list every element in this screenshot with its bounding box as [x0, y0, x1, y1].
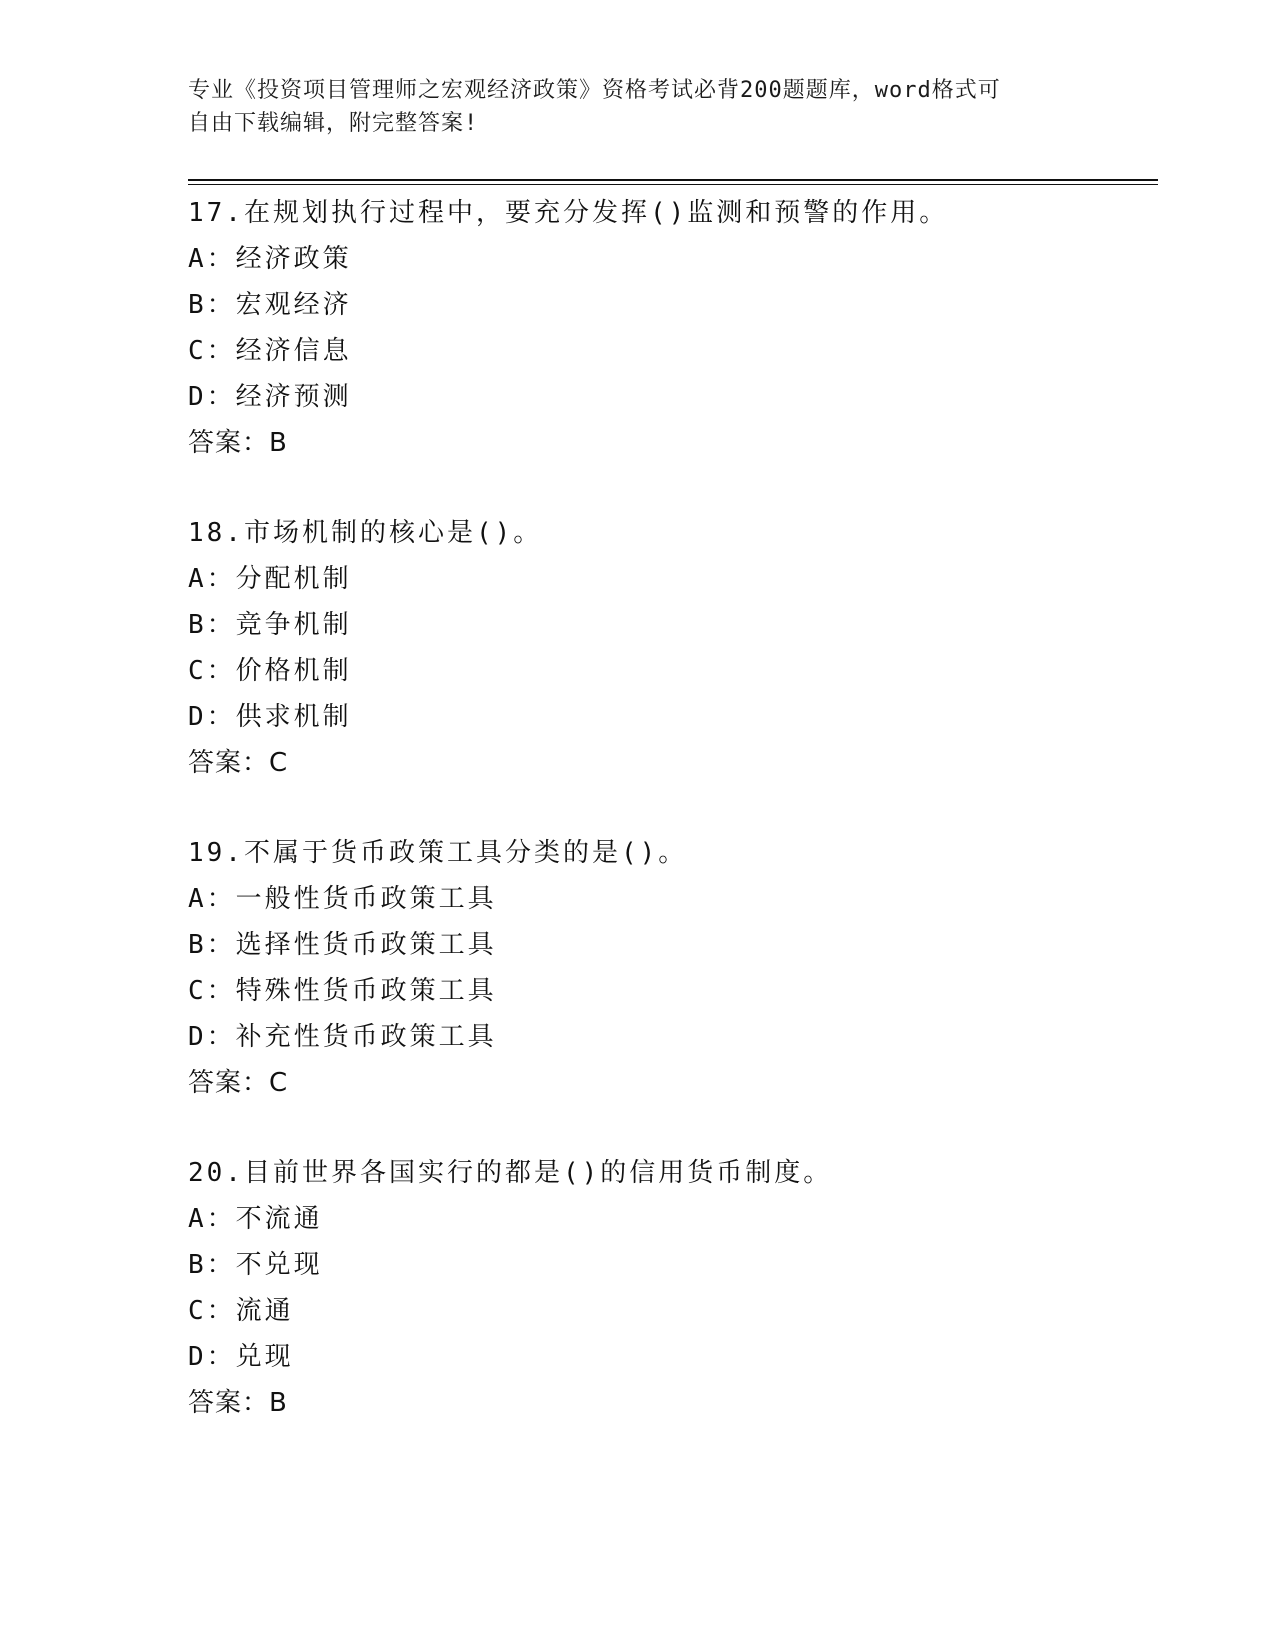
header-divider-thick	[188, 179, 1158, 181]
option-c: C：价格机制	[188, 656, 352, 686]
header-line-1: 专业《投资项目管理师之宏观经济政策》资格考试必背200题题库，word格式可	[188, 78, 1001, 103]
header-divider-thin	[188, 184, 1158, 185]
option-d: D：兑现	[188, 1342, 294, 1372]
answer: 答案：C	[188, 748, 289, 778]
option-b: B：宏观经济	[188, 290, 352, 320]
option-d: D：补充性货币政策工具	[188, 1022, 497, 1052]
option-b: B：不兑现	[188, 1250, 323, 1280]
option-a: A：不流通	[188, 1204, 323, 1234]
question-stem: 20.目前世界各国实行的都是()的信用货币制度。	[188, 1158, 833, 1188]
header-line-2: 自由下载编辑，附完整答案!	[188, 111, 479, 136]
option-d: D：经济预测	[188, 382, 352, 412]
option-a: A：一般性货币政策工具	[188, 884, 497, 914]
option-c: C：特殊性货币政策工具	[188, 976, 497, 1006]
question-block	[188, 1150, 1168, 1426]
answer: 答案：B	[188, 428, 288, 458]
question-stem: 18.市场机制的核心是()。	[188, 518, 543, 548]
option-b: B：选择性货币政策工具	[188, 930, 497, 960]
document-header	[188, 74, 1088, 140]
question-block	[188, 830, 1168, 1106]
option-c: C：流通	[188, 1296, 294, 1326]
question-stem: 19.不属于货币政策工具分类的是()。	[188, 838, 688, 868]
option-b: B：竞争机制	[188, 610, 352, 640]
question-stem: 17.在规划执行过程中，要充分发挥()监测和预警的作用。	[188, 198, 949, 228]
option-a: A：经济政策	[188, 244, 352, 274]
option-a: A：分配机制	[188, 564, 352, 594]
option-d: D：供求机制	[188, 702, 352, 732]
question-block	[188, 510, 1168, 786]
answer: 答案：C	[188, 1068, 289, 1098]
question-block	[188, 190, 1168, 466]
option-c: C：经济信息	[188, 336, 352, 366]
answer: 答案：B	[188, 1388, 288, 1418]
